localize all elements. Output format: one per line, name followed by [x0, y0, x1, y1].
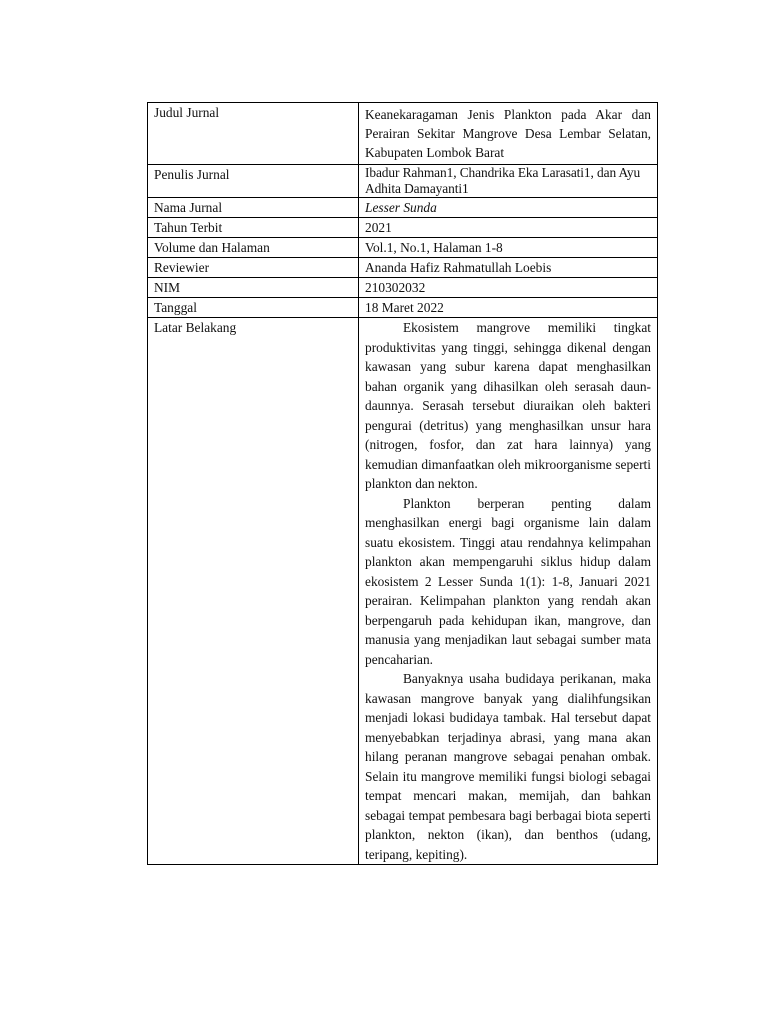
volume-value: Vol.1, No.1, Halaman 1-8 — [359, 238, 658, 258]
row-label-nim: NIM — [148, 278, 359, 298]
row-label-judul: Judul Jurnal — [148, 103, 359, 165]
background-section — [359, 318, 658, 865]
authors-value: Ibadur Rahman1, Chandrika Eka Larasati1, dan Ayu Adhita Damayanti1 — [359, 165, 658, 198]
table-row — [148, 298, 658, 318]
row-label-latar-belakang: Latar Belakang — [148, 318, 359, 865]
journal-title-value: Keanekaragaman Jenis Plankton pada Akar dan Perairan Sekitar Mangrove Desa Lembar Selatan, Kabupaten Lombok Barat — [359, 103, 658, 165]
table-row — [148, 258, 658, 278]
row-label-nama: Nama Jurnal — [148, 198, 359, 218]
date-value: 18 Maret 2022 — [359, 298, 658, 318]
nim-value: 210302032 — [359, 278, 658, 298]
table-row — [148, 218, 658, 238]
table-row — [148, 165, 658, 198]
background-paragraph: Plankton berperan penting dalam menghasilkan energi bagi organisme lain dalam suatu ekosistem. Tinggi atau rendahnya kelimpahan plankton akan mempengaruhi siklus hidup dalam ekosistem 2 Lesser Sunda 1(1): 1-8, Januari 2021 perairan. Kelimpahan plankton yang rendah akan berpengaruh pada kehidupan ikan, mangrove, dan manusia yang menjadikan laut sebagai sumber mata pencaharian. — [365, 495, 651, 667]
table-row — [148, 238, 658, 258]
year-value: 2021 — [359, 218, 658, 238]
row-label-volume: Volume dan Halaman — [148, 238, 359, 258]
table-row — [148, 318, 658, 865]
journal-name-value: Lesser Sunda — [359, 198, 658, 218]
row-label-penulis: Penulis Jurnal — [148, 165, 359, 198]
row-label-tahun: Tahun Terbit — [148, 218, 359, 238]
table-row — [148, 198, 658, 218]
table-row — [148, 103, 658, 165]
row-label-tanggal: Tanggal — [148, 298, 359, 318]
background-paragraph: Banyaknya usaha budidaya perikanan, maka kawasan mangrove banyak yang dialihfungsikan menjadi lokasi budidaya tambak. Hal tersebut dapat menyebabkan terjadinya abrasi, yang mana akan hilang peranan mangrove sebagai penahan ombak. Selain itu mangrove memiliki fungsi biologi sebagai tempat mencari makan, memijah, dan bahkan sebagai tempat pembesara bagi berbagai biota seperti plankton, nekton (ikan), dan benthos (udang, teripang, kepiting). — [365, 671, 651, 862]
reviewer-value: Ananda Hafiz Rahmatullah Loebis — [359, 258, 658, 278]
table-row — [148, 278, 658, 298]
background-paragraph: Ekosistem mangrove memiliki tingkat produktivitas yang tinggi, sehingga dikenal dengan kawasan yang subur karena dapat menghasilkan bahan organik yang dihasilkan oleh serasah daun-daunnya. Serasah tersebut diuraikan oleh bakteri pengurai (detritus) yang menghasilkan unsur hara (nitrogen, fosfor, dan zat hara lainnya) yang kemudian dimanfaatkan oleh mikroorganisme seperti plankton dan nekton. — [365, 320, 651, 491]
journal-review-table — [147, 102, 658, 865]
row-label-reviewer: Reviewier — [148, 258, 359, 278]
